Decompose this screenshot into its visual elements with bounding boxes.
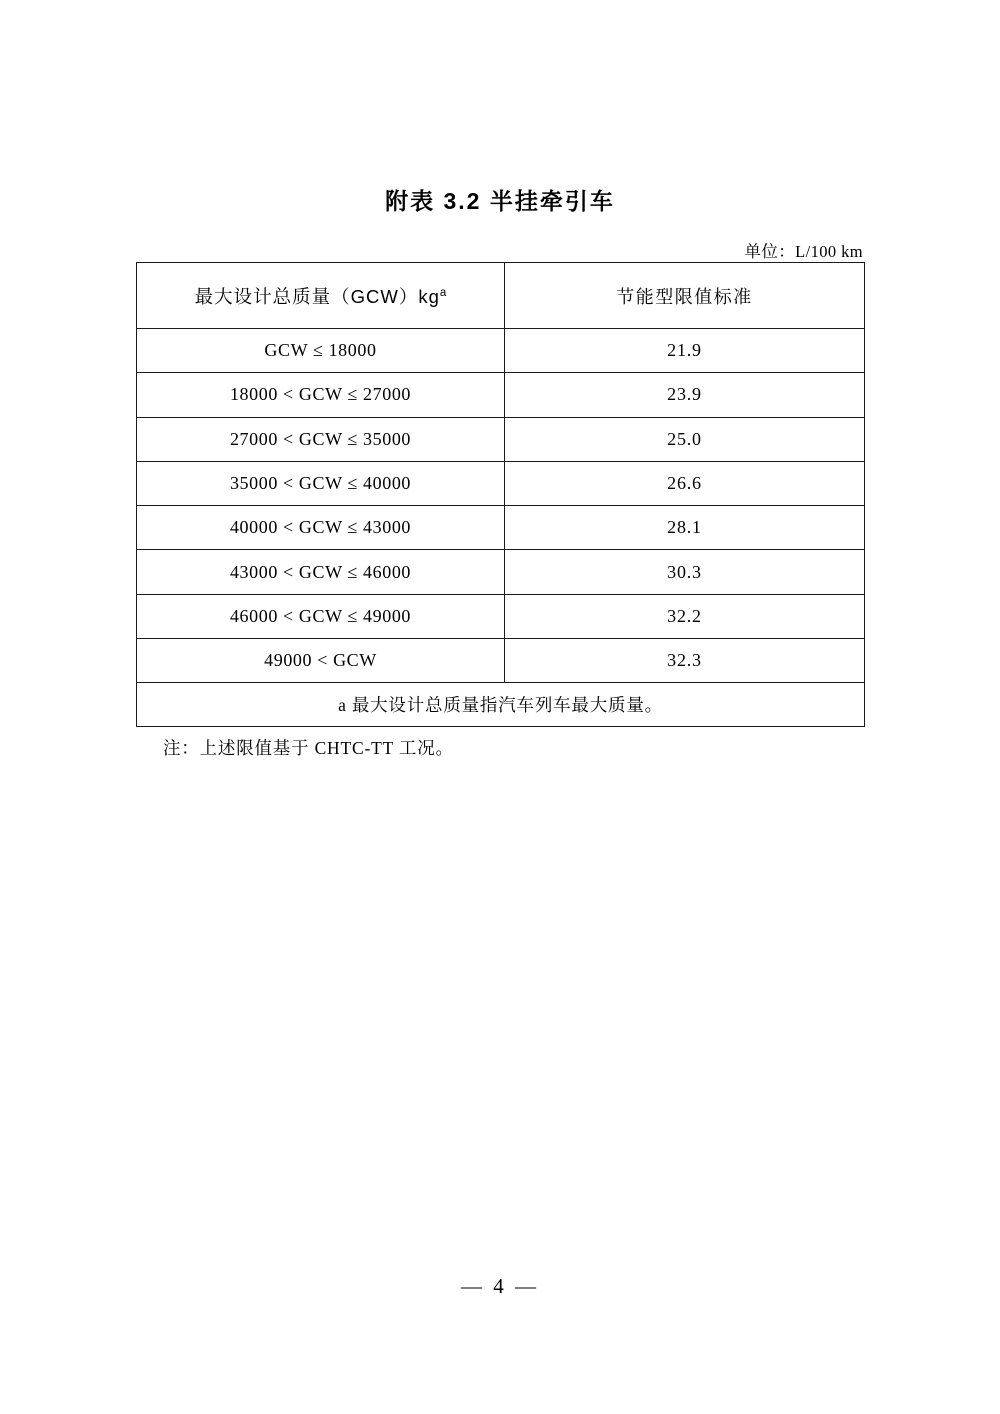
table-footnote: a 最大设计总质量指汽车列车最大质量。	[137, 683, 865, 727]
cell-gcw-range: 40000 < GCW ≤ 43000	[137, 506, 505, 550]
page-title: 附表 3.2 半挂牵引车	[385, 188, 615, 214]
table-foot	[137, 683, 865, 727]
cell-limit-value: 28.1	[505, 506, 865, 550]
cell-gcw-range: GCW ≤ 18000	[137, 329, 505, 373]
table-row	[137, 594, 865, 638]
table-row	[137, 329, 865, 373]
cell-limit-value: 25.0	[505, 417, 865, 461]
table-row	[137, 461, 865, 505]
cell-gcw-range: 18000 < GCW ≤ 27000	[137, 373, 505, 417]
cell-limit-value: 21.9	[505, 329, 865, 373]
cell-limit-value: 32.2	[505, 594, 865, 638]
unit-label: 单位：L/100 km	[744, 242, 863, 261]
cell-gcw-range: 49000 < GCW	[137, 639, 505, 683]
cell-limit-value: 30.3	[505, 550, 865, 594]
column-header-gcw-label: 最大设计总质量（GCW）kg	[194, 285, 440, 307]
cell-gcw-range: 43000 < GCW ≤ 46000	[137, 550, 505, 594]
table-body	[137, 329, 865, 683]
column-header-limit: 节能型限值标准	[505, 263, 865, 329]
cell-limit-value: 23.9	[505, 373, 865, 417]
table-footnote-row	[137, 683, 865, 727]
fuel-consumption-limits-table	[136, 262, 865, 727]
table-row	[137, 506, 865, 550]
table-row	[137, 550, 865, 594]
table-note: 注：上述限值基于 CHTC-TT 工况。	[163, 738, 454, 758]
cell-gcw-range: 35000 < GCW ≤ 40000	[137, 461, 505, 505]
page-number: — 4 —	[461, 1274, 539, 1298]
table-row	[137, 373, 865, 417]
cell-limit-value: 32.3	[505, 639, 865, 683]
table-header-row	[137, 263, 865, 329]
table-row	[137, 417, 865, 461]
table-head	[137, 263, 865, 329]
cell-limit-value: 26.6	[505, 461, 865, 505]
column-header-gcw	[137, 263, 505, 329]
cell-gcw-range: 46000 < GCW ≤ 49000	[137, 594, 505, 638]
cell-gcw-range: 27000 < GCW ≤ 35000	[137, 417, 505, 461]
table-row	[137, 639, 865, 683]
footnote-marker: a	[439, 286, 447, 299]
